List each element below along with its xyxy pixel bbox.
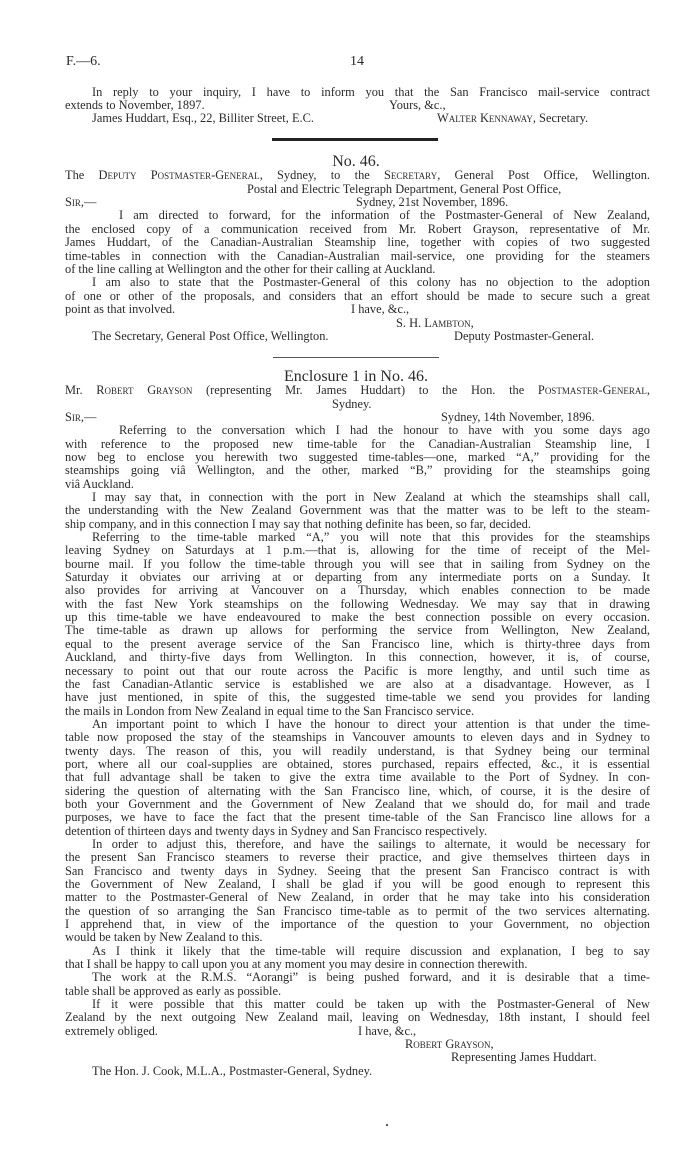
heading-text: , General Post Office, Wellington. xyxy=(437,169,650,183)
text-line: If it were possible that this matter could be taken up with the Postmaster-General of New xyxy=(92,998,650,1012)
text-line: up this time-table we have endeavoured to make the best connection possible on every occasion. xyxy=(65,611,650,625)
letter-no-46 xyxy=(65,169,650,343)
text-line: with the fast New York steamships on the following Wednesday. We may say that in drawing xyxy=(65,597,650,611)
text-line xyxy=(65,1065,650,1078)
sender-name: Robert Grayson xyxy=(96,384,193,398)
sender-title: Deputy Postmaster-General xyxy=(98,169,260,183)
text-line: leaving Sydney on Saturdays at 1 p.m.—that is, allowing for the time of receipt of the Mel- xyxy=(65,544,650,558)
text-line xyxy=(65,398,650,411)
text-line: steamships going viâ Wellington, and the other, marked “B,” providing for the steamships going xyxy=(65,464,650,478)
text-line: The work at the R.M.S. “Aorangi” is being pushed forward, and it is desirable that a time- xyxy=(92,971,650,985)
paragraph xyxy=(65,276,650,303)
text-line: San Francisco and twenty days in Sydney. Seeing that the present San Francisco contract is with xyxy=(65,864,650,878)
closing: Yours, &c., xyxy=(389,97,446,112)
text-line-content: point as that involved. xyxy=(65,302,176,317)
signer-title: , Secretary. xyxy=(532,111,589,126)
text-line: I apprehend that, in view of the importance of the question to your Government, no objection xyxy=(65,918,650,932)
text-line: Referring to the conversation which I had the honour to have with you some days ago xyxy=(119,424,650,438)
sender-address: Postal and Electric Telegraph Department, General Post Office, xyxy=(247,181,562,196)
paragraph xyxy=(65,424,650,491)
text-line: James Huddart, of the Canadian-Australian Steamship line, together with copies of two suggested xyxy=(65,236,650,250)
paragraph xyxy=(65,998,650,1025)
text-line: of the line calling at Wellington and the other for their calling at Auckland. xyxy=(65,262,436,277)
enclosure-letter xyxy=(65,384,650,1078)
signer-name: Walter Kennaway xyxy=(437,111,533,126)
signature xyxy=(437,112,588,125)
salutation: Sir,— xyxy=(65,195,97,210)
reply-letter xyxy=(65,86,650,126)
paragraph xyxy=(65,838,650,945)
letter-date: Sydney, 14th November, 1896. xyxy=(441,409,595,424)
text-line: purposes, we have to face the fact that the present time-table of the San Francisco line allows for a xyxy=(65,811,650,825)
paragraph xyxy=(65,945,650,972)
text-line: that I shall be happy to call upon you at any moment you may desire in connection therewith. xyxy=(65,957,528,972)
recipient-title: Secretary xyxy=(384,169,438,183)
text-line: bourne mail. If you follow the time-table through you will see that in sailing from Sydney on the xyxy=(65,557,650,571)
letter-heading xyxy=(65,384,650,397)
text-line xyxy=(65,330,650,343)
text-line: both your Government and the Government of New Zealand that we should do, for mail and trade xyxy=(65,797,650,811)
text-line xyxy=(65,196,650,209)
text-line-content: extends to November, 1897. xyxy=(65,97,205,112)
text-line: Saturday it obviates our arriving at or departing from any intermediate ports on a Sunday. It xyxy=(65,571,650,585)
text-line: viâ Auckland. xyxy=(65,476,134,491)
text-line: the fast Canadian-Atlantic service is established we are also at a disadvantage. However, as I xyxy=(65,677,650,691)
text-line: the understanding with the New Zealand Government was that the matter was to be left to the steam- xyxy=(65,504,650,518)
text-line: I am directed to forward, for the information of the Postmaster-General of New Zealand, xyxy=(119,209,650,223)
text-line xyxy=(65,411,650,424)
closing: I have, &c., xyxy=(351,302,410,317)
text-line: have just mentioned, in spite of this, the suggested time-table we send you provides for landing xyxy=(65,691,650,705)
paragraph xyxy=(65,718,650,838)
closing: I have, &c., xyxy=(358,1023,417,1038)
text-line: I may say that, in connection with the port in New Zealand at which the steamships shall call, xyxy=(92,491,650,505)
heading-place: Sydney. xyxy=(332,396,372,411)
section-divider xyxy=(272,138,438,141)
text-line: sidering the question of alternating with the San Francisco line, which, of course, it is the desire of xyxy=(65,784,650,798)
signer-title: Representing James Huddart. xyxy=(451,1050,597,1065)
text-line: table shall be approved as early as possible. xyxy=(65,983,282,998)
text-line: Zealand by the next outgoing New Zealand mail, leaving on Wednesday, 18th instant, I should feel xyxy=(65,1011,650,1025)
addressee: The Secretary, General Post Office, Wellington. xyxy=(92,328,329,343)
heading-text: Mr. xyxy=(65,384,97,398)
paragraph xyxy=(65,531,650,718)
document-reference: F.—6. xyxy=(66,54,101,69)
text-line: Auckland, and thirty-five days from Wellington. In this connection, however, it is, of course, xyxy=(65,651,650,665)
text-line: In reply to your inquiry, I have to inform you that the San Francisco mail-service contract xyxy=(92,85,650,99)
signer-name: Robert Grayson, xyxy=(405,1037,494,1052)
heading-text: (representing Mr. James Huddart) to the Hon. the xyxy=(192,384,538,398)
page-mark xyxy=(386,1124,388,1126)
paragraph xyxy=(65,971,650,998)
signer-name: S. H. Lambton, xyxy=(396,315,474,330)
letter-date: Sydney, 21st November, 1896. xyxy=(356,195,509,210)
text-line xyxy=(65,112,650,125)
text-line xyxy=(65,1025,650,1038)
text-line: the present San Francisco steamers to reverse their practice, and give themselves thirteen days in xyxy=(65,851,650,865)
text-line: equal to the present average service of the San Francisco line, which is thirty-three days from xyxy=(65,637,650,651)
section-title: No. 46. xyxy=(332,153,380,170)
text-line: with reference to the proposed new time-table for the Canadian-Australian Steamship line, I xyxy=(65,437,650,451)
text-line: detention of thirteen days and twenty days in Sydney and San Francisco respectively. xyxy=(65,823,488,838)
addressee: James Huddart, Esq., 22, Billiter Street, E.C. xyxy=(92,111,314,126)
text-line: necessary to point out that our route across the Pacific is more lengthy, and until such time as xyxy=(65,664,650,678)
text-line: that full advantage shall be taken to give the extra time available to the Port of Sydney. In con- xyxy=(65,771,650,785)
text-line xyxy=(65,303,650,316)
text-line: the question of so arranging the San Francisco time-table as to permit of the two services alternating. xyxy=(65,904,650,918)
text-line: twenty days. The reason of this, you will readily understand, is that Sydney being our terminal xyxy=(65,744,650,758)
text-line: of one or other of the proposals, and considers that an effort should be made to secure such a great xyxy=(65,289,650,303)
text-line: would be taken by New Zealand to this. xyxy=(65,930,263,945)
text-line: time-tables in connection with the Canadian-Australian mail-service, one providing for the steamers xyxy=(65,249,650,263)
text-line: I am also to state that the Postmaster-General of this colony has no objection to the adoption xyxy=(92,276,650,290)
section-divider xyxy=(273,357,439,358)
text-line: In order to adjust this, therefore, and have the sailings to alternate, it would be necessary for xyxy=(92,837,650,851)
letter-heading xyxy=(65,169,650,182)
text-line: The time-table as drawn up allows for performing the service from Wellington, New Zealand, xyxy=(65,624,650,638)
text-line xyxy=(65,99,650,112)
paragraph xyxy=(65,491,650,531)
text-line xyxy=(65,317,650,330)
section-title: Enclosure 1 in No. 46. xyxy=(284,368,428,385)
text-line xyxy=(65,1038,650,1051)
salutation: Sir,— xyxy=(65,409,97,424)
signer-title: Deputy Postmaster-General. xyxy=(454,328,595,343)
recipient-title: Postmaster-General, xyxy=(537,384,650,398)
text-line: the enclosed copy of a communication received from Mr. Robert Grayson, representative of Mr. xyxy=(65,222,650,236)
paragraph xyxy=(65,209,650,276)
text-line: port, where all our coal-supplies are obtained, stores purchased, repairs effected, &c., it is essential xyxy=(65,757,650,771)
text-line: table now proposed the stay of the steamships in Vancouver amounts to eleven days and in Sydney to xyxy=(65,731,650,745)
text-line: Referring to the time-table marked “A,” you will note that this provides for the steamships xyxy=(92,531,650,545)
text-line: the mails in London from New Zealand in equal time to the San Francisco service. xyxy=(65,703,475,718)
heading-text: , Sydney, to the xyxy=(259,169,385,183)
text-line xyxy=(65,1051,650,1064)
text-line: now beg to enclose you herewith two suggested time-tables—one, marked “A,” providing for the xyxy=(65,451,650,465)
text-line: the Government of New Zealand, I shall be glad if you will be good enough to represent this xyxy=(65,878,650,892)
addressee: The Hon. J. Cook, M.L.A., Postmaster-General, Sydney. xyxy=(92,1063,373,1078)
text-line xyxy=(65,183,650,196)
text-line: matter to the Postmaster-General of New Zealand, in order that he may take into his consideration xyxy=(65,891,650,905)
page-number: 14 xyxy=(350,54,364,69)
heading-text: The xyxy=(65,169,99,183)
text-line: An important point to which I have the honour to direct your attention is that under the time- xyxy=(92,717,650,731)
text-line: ship company, and in this connection I may say that nothing definite has been, so far, decided. xyxy=(65,516,531,531)
text-line: also provides for arriving at Vancouver on a Thursday, which enables connection to be made xyxy=(65,584,650,598)
text-line-content: extremely obliged. xyxy=(65,1023,158,1038)
text-line: As I think it likely that the time-table will require discussion and explanation, I beg to say xyxy=(92,944,650,958)
